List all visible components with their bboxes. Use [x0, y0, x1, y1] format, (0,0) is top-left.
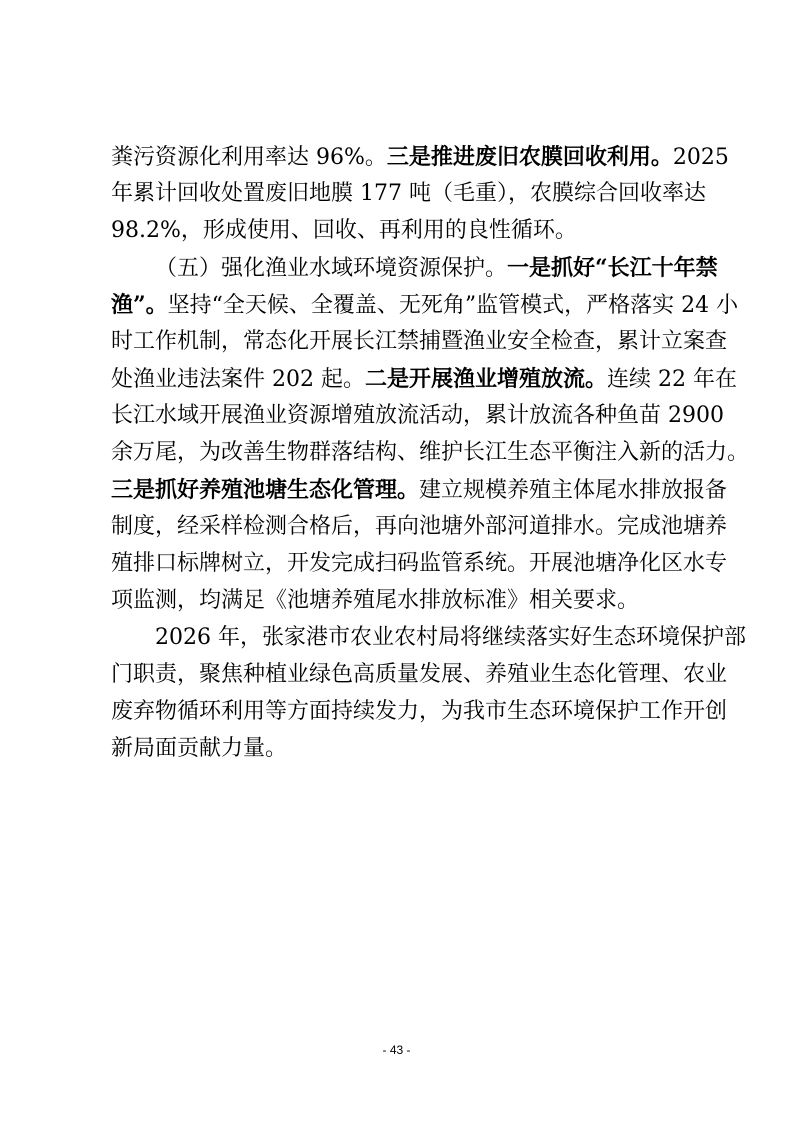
text-run: 2026 年，张家港市农业农村局将继续落实好生态环境保护部: [155, 625, 746, 650]
text-run: 时工作机制，常态化开展长江禁捕暨渔业安全检查，累计立案查: [111, 329, 728, 354]
text-run: 粪污资源化利用率达 96%。: [111, 145, 387, 170]
text-line: [155, 250, 718, 286]
text-line: [111, 472, 728, 508]
text-line: [111, 546, 728, 582]
bold-text-run: 二是开展渔业增殖放流。: [364, 366, 607, 392]
bold-text-run: 渔”。: [111, 292, 168, 318]
text-run: 项监测，均满足《池塘养殖尾水排放标准》相关要求。: [111, 588, 640, 613]
bold-text-run: 三是抓好养殖池塘生态化管理。: [111, 477, 420, 503]
text-line: [111, 361, 737, 397]
bold-text-run: 三是推进废旧农膜回收利用。: [386, 144, 673, 170]
text-run: 门职责，聚焦种植业绿色高质量发展、养殖业生态化管理、农业: [111, 662, 728, 687]
text-run: 殖排口标牌树立，开发完成扫码监管系统。开展池塘净化区水专: [111, 551, 728, 576]
text-line: [111, 213, 691, 249]
text-run: 坚持“全天候、全覆盖、无死角”监管模式，严格落实 24 小: [167, 293, 739, 318]
text-run: 余万尾，为改善生物群落结构、维护长江生态平衡注入新的活力。: [111, 440, 750, 465]
text-run: 2025: [672, 145, 729, 170]
text-run: 年累计回收处置废旧地膜 177 吨（毛重），农膜综合回收率达: [111, 181, 706, 206]
page-number: - 43 -: [382, 1043, 411, 1057]
text-line: [111, 435, 750, 471]
text-run: 长江水域开展渔业资源增殖放流活动，累计放流各种鱼苗 2900: [111, 403, 724, 428]
text-line: [111, 176, 706, 212]
text-line: [111, 731, 691, 767]
text-run: 连续 22 年在: [607, 367, 737, 392]
bold-text-run: 一是抓好“长江十年禁: [507, 255, 718, 281]
text-line: [111, 398, 724, 434]
text-run: 98.2%，形成使用、回收、再利用的良性循环。: [111, 218, 577, 243]
text-run: 建立规模养殖主体尾水排放报备: [419, 478, 728, 503]
text-run: 新局面贡献力量。: [111, 736, 288, 761]
text-run: 处渔业违法案件 202 起。: [111, 367, 365, 392]
text-run: （五）强化渔业水域环境资源保护。: [155, 256, 508, 281]
text-line: [111, 657, 728, 693]
text-line: [111, 324, 728, 360]
text-line: [111, 509, 728, 545]
text-line: [111, 583, 691, 619]
text-run: 废弃物循环利用等方面持续发力，为我市生态环境保护工作开创: [111, 699, 728, 724]
text-line: [111, 694, 728, 730]
text-line: [111, 139, 729, 175]
text-run: 制度，经采样检测合格后，再向池塘外部河道排水。完成池塘养: [111, 514, 728, 539]
text-line: [111, 287, 739, 323]
text-line: [155, 620, 746, 656]
